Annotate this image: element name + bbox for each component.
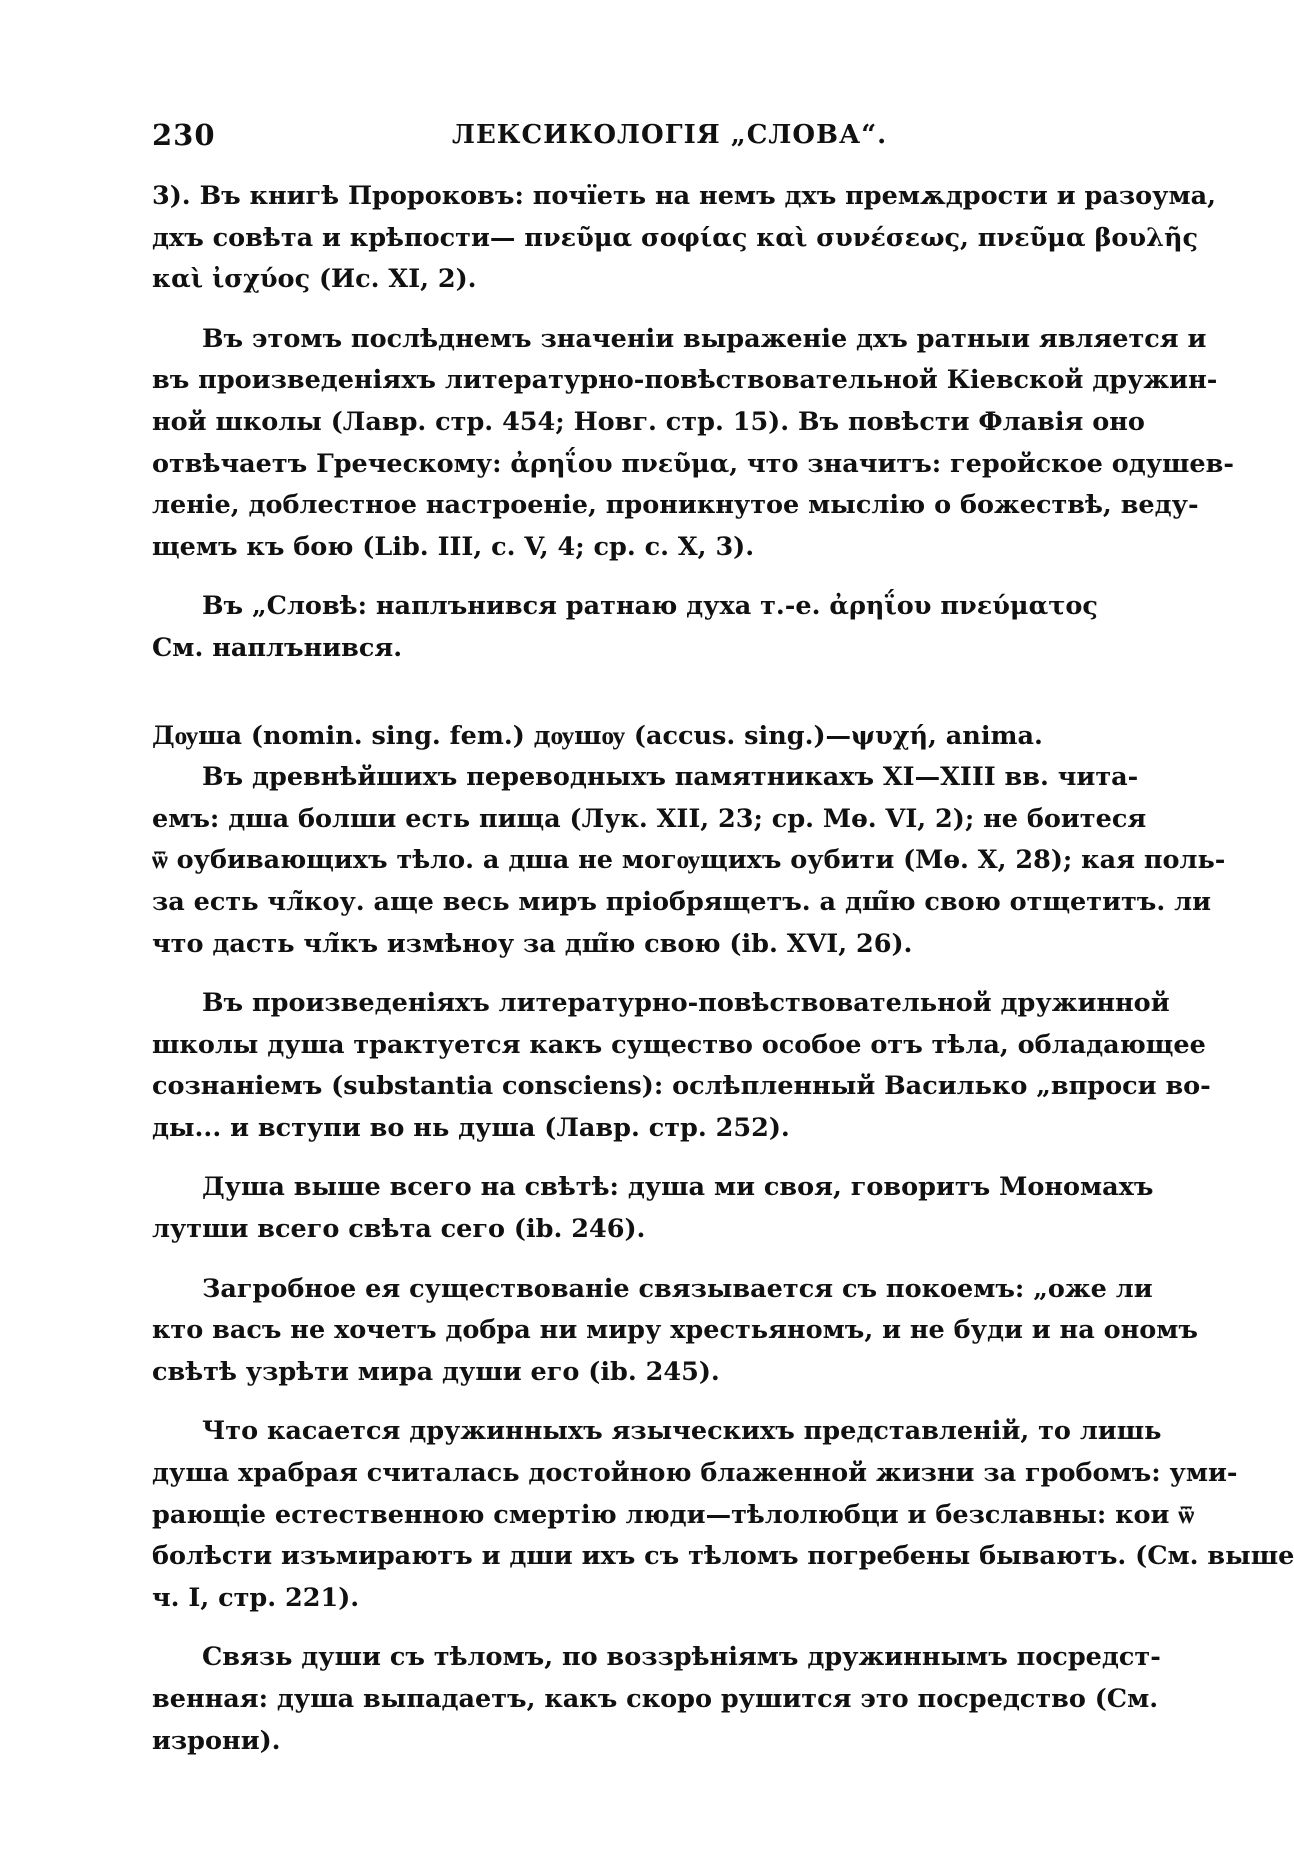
text-line: ч. I, стр. 221).: [152, 1582, 360, 1613]
text-line: отвѣчаетъ Греческому: ἀρηΐου πνεῦμα, что значитъ: геройское одушев-: [152, 448, 1234, 479]
text-line: ѿ оубивающихъ тѣло. а дша не могѹщихъ оубити (Мѳ. X, 28); кая поль-: [152, 845, 1226, 876]
text-line: въ произведеніяхъ литературно-повѣствовательной Кіевской дружин-: [152, 365, 1218, 396]
text-line: душа храбрая считалась достойною блаженной жизни за гробомъ: уми-: [152, 1458, 1238, 1489]
text-line: рающіе естественною смертію люди—тѣлолюбци и безславны: кои ѿ: [152, 1499, 1195, 1530]
text-line: Душа выше всего на свѣтѣ: душа ми своя, говоритъ Мономахъ: [202, 1172, 1154, 1203]
paragraph-dusha-entry: [152, 716, 1226, 966]
paragraph-druzhina-school: [152, 983, 1211, 1149]
text-line: См. наплънився.: [152, 632, 403, 663]
text-line: καὶ ἰσχύος (Ис. XI, 2).: [152, 264, 477, 295]
paragraph-martial-spirit: [152, 319, 1234, 569]
text-line: изрони).: [152, 1725, 281, 1756]
paragraph-prophets: [152, 176, 1217, 301]
paragraph-slovo-reference: [152, 586, 1098, 669]
text-line: Въ этомъ послѣднемъ значеніи выраженіе дхъ ратныи является и: [202, 323, 1207, 354]
page-number: 230: [152, 118, 216, 152]
paragraph-soul-body-link: [152, 1637, 1161, 1762]
text-line: Въ „Словѣ: наплънився ратнаю духа т.-е. ἀρηΐου πνεύματος: [202, 591, 1098, 622]
text-line: 3). Въ книгѣ Пророковъ: почїеть на немъ дхъ премѫдрости и разоума,: [152, 181, 1217, 211]
text-line: школы душа трактуется какъ существо особое отъ тѣла, обладающее: [152, 1029, 1206, 1060]
text-line: Въ древнѣйшихъ переводныхъ памятникахъ XI—XIII вв. чита-: [202, 762, 1139, 793]
text-line: Связь души съ тѣломъ, по воззрѣніямъ дружиннымъ посредст-: [202, 1642, 1161, 1673]
text-line: ды... и вступи во нь душа (Лавр. стр. 252).: [152, 1112, 790, 1143]
text-line: сознаніемъ (substantia consciens): ослѣпленный Василько „впроси во-: [152, 1071, 1211, 1102]
text-line: лутши всего свѣта сего (ib. 246).: [152, 1214, 646, 1245]
text-line: ной школы (Лавр. стр. 454; Новг. стр. 15). Въ повѣсти Флавія оно: [152, 406, 1145, 437]
section-gap: [152, 688, 1052, 716]
text-line: за есть чл̃коу. аще весь миръ пріобрящетъ. а дш̃ю свою отщетитъ. ли: [152, 886, 1212, 917]
text-line: венная: душа выпадаетъ, какъ скоро рушится это посредство (См.: [152, 1684, 1159, 1714]
paragraph-monomakh: [152, 1167, 1154, 1250]
page-header: [152, 118, 992, 158]
text-line: кто васъ не хочетъ добра ни миру хрестьяномъ, и не буди и на ономъ: [152, 1315, 1198, 1346]
paragraph-afterlife: [152, 1269, 1198, 1394]
text-line: свѣтѣ узрѣти мира души его (ib. 245).: [152, 1356, 720, 1387]
text-line: Въ произведеніяхъ литературно-повѣствовательной дружинной: [202, 988, 1170, 1019]
text-line: емъ: дша болши есть пища (Лук. XII, 23; ср. Мѳ. VI, 2); не боитеся: [152, 803, 1147, 834]
paragraph-pagan-beliefs: [152, 1411, 1294, 1619]
text-line: что дасть чл̃къ измѣноу за дш̃ю свою (ib. XVI, 26).: [152, 928, 913, 959]
text-line: болѣсти изъмираютъ и дши ихъ съ тѣломъ погребены бываютъ. (См. выше: [152, 1541, 1294, 1572]
body-text: [152, 176, 1294, 1780]
running-title: ЛЕКСИКОЛОГІЯ „СЛОВА“.: [452, 120, 888, 150]
entry-headword-line: Дѹша (nomin. sing. fem.) дѹшѹ (accus. sing.)—ψυχή, anima.: [152, 720, 1043, 751]
text-line: дхъ совѣта и крѣпости— πνεῦμα σοφίας καὶ συνέσεως, πνεῦμα βουλῆς: [152, 222, 1199, 253]
text-line: щемъ къ бою (Lib. III, с. V, 4; ср. с. X, 3).: [152, 531, 755, 562]
text-line: Что касается дружинныхъ языческихъ представленій, то лишь: [202, 1416, 1162, 1447]
text-line: Загробное ея существованіе связывается съ покоемъ: „оже ли: [202, 1273, 1153, 1304]
text-line: леніе, доблестное настроеніе, проникнутое мыслію о божествѣ, веду-: [152, 490, 1199, 521]
